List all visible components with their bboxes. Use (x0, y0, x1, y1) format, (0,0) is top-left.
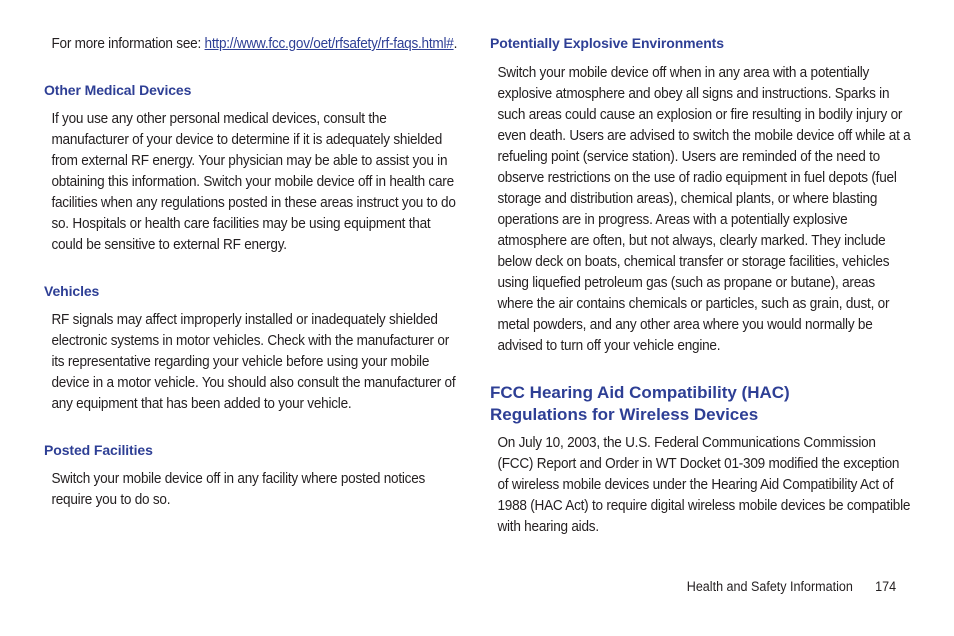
more-info-prefix: For more information see: (51, 36, 205, 52)
heading-fcc-hac-line1: FCC Hearing Aid Compatibility (HAC) (490, 383, 790, 402)
paragraph-potentially-explosive-environments: Switch your mobile device off when in any area with a potentially explosive atmosphere and obey all signs and instructions. Sparks in such areas could cause an explosion or fire resulting in bodily injury or even death. Users are advised to switch the mobile device off while at a refueling point (service station). Users are reminded of the need to observe restrictions on the use of radio equipment in fuel depots (fuel storage and distribution areas), chemical plants, or where blasting operations are in progress. Areas with a potentially explosive atmosphere are often, but not always, clearly marked. They include below deck on boats, chemical transfer or storage facilities, vehicles using liquefied petroleum gas (such as propane or butane), areas where the air contains chemicals or particles, such as grain, dust, or metal powders, and any other area where you would normally be advised to turn off your vehicle engine. (497, 65, 911, 354)
paragraph-fcc-hac-regulations: On July 10, 2003, the U.S. Federal Communications Commission (FCC) Report and Order in WT Docket 01-309 modified the exception of wireless mobile devices under the Hearing Aid Compatibility Act of 1988 (HAC Act) to require digital wireless mobile devices be compatible with hearing aids. (497, 435, 911, 535)
fcc-rf-faq-link[interactable]: http://www.fcc.gov/oet/rfsafety/rf-faqs.html# (204, 36, 454, 52)
paragraph-posted-facilities: Switch your mobile device off in any facility where posted notices require you to do so. (51, 471, 426, 508)
heading-other-medical-devices: Other Medical Devices (44, 82, 192, 98)
heading-posted-facilities: Posted Facilities (44, 442, 153, 458)
page-number: 174 (875, 579, 896, 594)
heading-vehicles: Vehicles (44, 283, 100, 299)
paragraph-vehicles: RF signals may affect improperly installed or inadequately shielded electronic systems in motor vehicles. Check with the manufacturer or its representative regarding your vehicle before using your mobile device in a motor vehicle. You should also consult the manufacturer of any equipment that has been added to your vehicle. (51, 312, 456, 412)
heading-fcc-hac-regulations (490, 382, 790, 426)
paragraph-other-medical-devices: If you use any other personal medical devices, consult the manufacturer of your device to determine if it is adequately shielded from external RF energy. Your physician may be able to assist you in obtaining this information. Switch your mobile device off in health care facilities when any regulations posted in these areas instruct you to do so. Hospitals or health care facilities may be using equipment that could be sensitive to external RF energy. (51, 111, 456, 253)
page-footer (687, 579, 896, 594)
more-info-paragraph (44, 34, 463, 55)
heading-potentially-explosive-environments: Potentially Explosive Environments (490, 35, 724, 51)
heading-fcc-hac-line2: Regulations for Wireless Devices (490, 405, 759, 424)
more-info-suffix: . (453, 36, 458, 52)
footer-section-title: Health and Safety Information (686, 579, 853, 594)
